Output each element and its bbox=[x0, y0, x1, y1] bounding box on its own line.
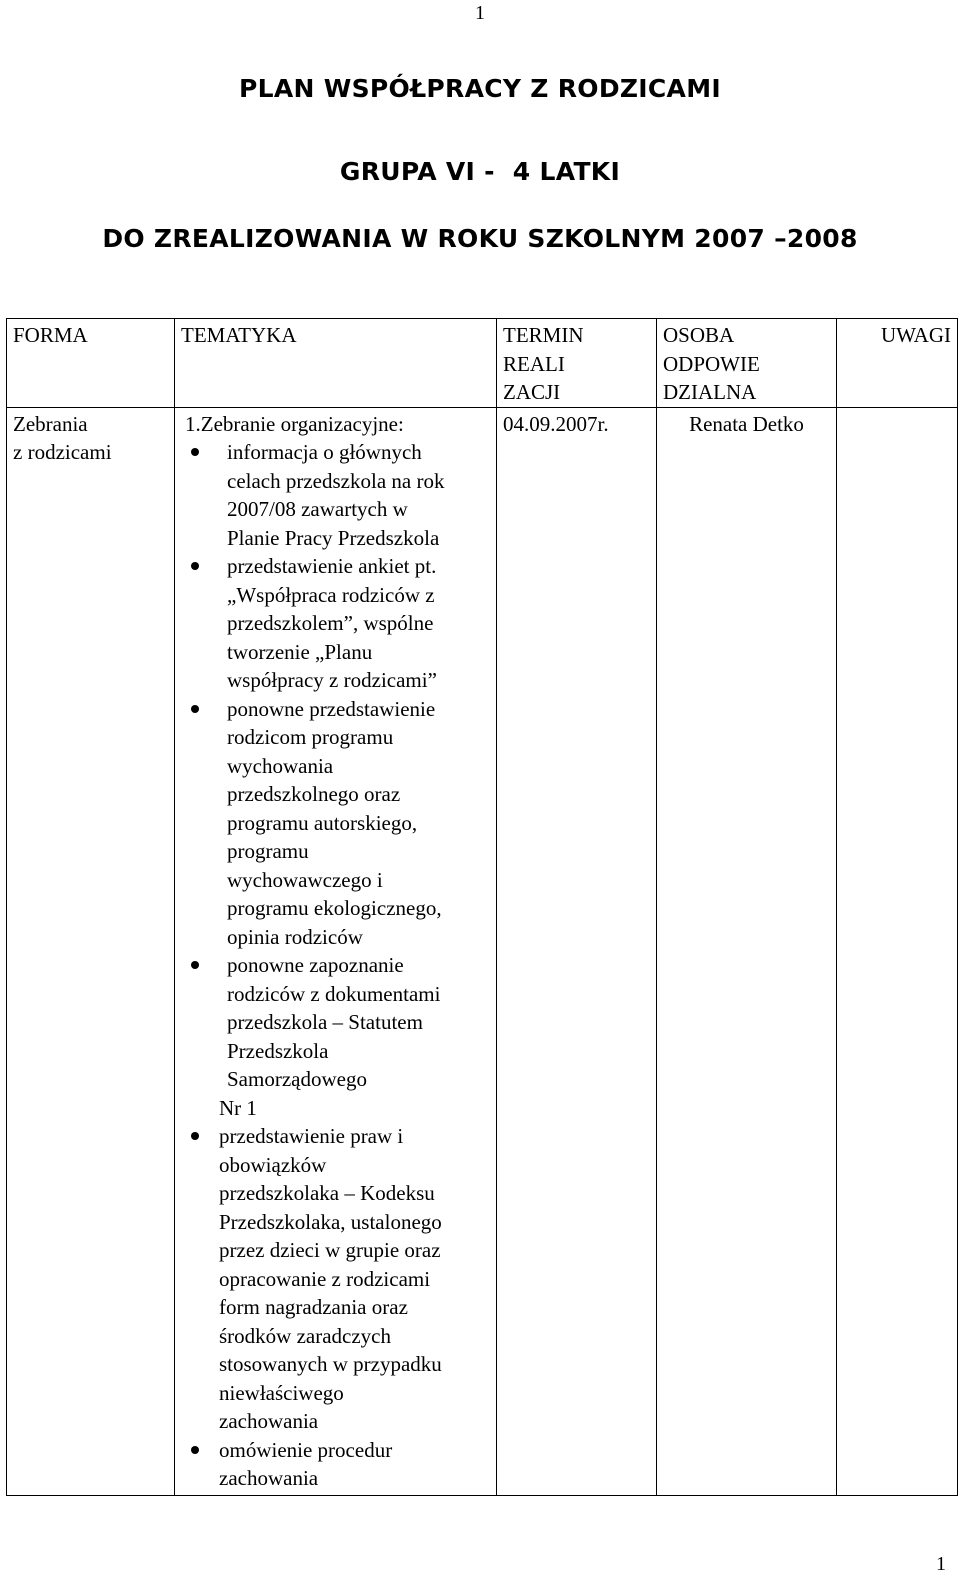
topic-line: form nagradzania oraz bbox=[219, 1295, 408, 1319]
topic-line: współpracy z rodzicami” bbox=[227, 668, 437, 692]
header-osoba-line: ODPOWIE bbox=[663, 351, 760, 376]
topic-line: zachowania bbox=[219, 1466, 319, 1490]
topic-list bbox=[181, 438, 490, 1493]
topic-line: ponowne przedstawienie bbox=[227, 696, 436, 721]
topic-line: informacja o głównych bbox=[227, 440, 422, 464]
header-forma: FORMA bbox=[7, 319, 175, 408]
topic-line: przedszkolnego oraz bbox=[227, 782, 401, 806]
topic-line: przedstawienie praw i bbox=[219, 1124, 404, 1148]
header-osoba-line: DZIALNA bbox=[663, 380, 757, 404]
list-item bbox=[181, 695, 488, 952]
topic-line: przedszkola – Statutem bbox=[227, 1010, 423, 1034]
table-header-row bbox=[7, 319, 958, 408]
nr-line: Nr 1 bbox=[219, 1095, 257, 1120]
topic-line: obowiązków bbox=[219, 1152, 327, 1177]
topic-line: „Współpraca rodziców z bbox=[227, 582, 435, 607]
header-termin-line: REALI bbox=[503, 351, 565, 376]
forma-line: z rodzicami bbox=[13, 440, 112, 464]
topic-line: opinia rodziców bbox=[227, 924, 363, 949]
topic-line: opracowanie z rodzicami bbox=[219, 1266, 431, 1291]
topic-line: stosowanych w przypadku bbox=[219, 1352, 442, 1376]
list-item bbox=[181, 552, 488, 695]
group-heading: GRUPA VI - 4 LATKI bbox=[339, 157, 621, 186]
list-item bbox=[181, 951, 488, 1122]
topic-line: programu ekologicznego, bbox=[227, 896, 442, 920]
forma-line: Zebrania bbox=[13, 411, 88, 436]
cell-uwagi bbox=[837, 407, 958, 1495]
cooperation-plan-table bbox=[6, 318, 958, 1496]
topic-line: środków zaradczych bbox=[219, 1323, 391, 1348]
topic-line: rodzicom programu bbox=[227, 725, 394, 749]
topic-line: rodziców z dokumentami bbox=[227, 981, 441, 1006]
page-number-bottom: 1 bbox=[936, 1553, 946, 1575]
topic-line: ponowne zapoznanie bbox=[227, 953, 404, 977]
topic-line: Planie Pracy Przedszkola bbox=[227, 525, 440, 550]
topic-line: przedszkolaka – Kodeksu bbox=[219, 1181, 435, 1205]
header-termin-line: ZACJI bbox=[503, 380, 561, 404]
topic-line: przez dzieci w grupie oraz bbox=[219, 1238, 441, 1262]
topic-line: wychowania bbox=[227, 753, 334, 778]
topic-line: celach przedszkola na rok bbox=[227, 468, 445, 493]
list-item bbox=[181, 438, 488, 552]
topic-line: Samorządowego bbox=[227, 1067, 367, 1091]
document-title: PLAN WSPÓŁPRACY Z RODZICAMI bbox=[238, 74, 721, 103]
topic-line: 2007/08 zawartych w bbox=[227, 497, 408, 521]
header-termin-line: TERMIN bbox=[503, 323, 584, 347]
header-osoba bbox=[657, 319, 837, 408]
topic-line: Przedszkolaka, ustalonego bbox=[219, 1209, 442, 1234]
header-osoba-line: OSOBA bbox=[663, 323, 735, 347]
header-termin bbox=[497, 319, 657, 408]
table-row bbox=[7, 407, 958, 1495]
topic-line: programu autorskiego, bbox=[227, 810, 418, 835]
topic-line: omówienie procedur bbox=[219, 1437, 393, 1462]
page-number-top: 1 bbox=[475, 2, 485, 24]
list-item bbox=[181, 1122, 488, 1436]
cell-tematyka bbox=[175, 407, 497, 1495]
cell-termin: 04.09.2007r. bbox=[497, 407, 657, 1495]
header-tematyka: TEMATYKA bbox=[175, 319, 497, 408]
topic-line: przedszkolem”, wspólne bbox=[227, 611, 434, 635]
topic-line: programu bbox=[227, 839, 309, 863]
topic-line: niewłaściwego bbox=[219, 1380, 344, 1405]
cell-osoba: Renata Detko bbox=[657, 407, 837, 1495]
header-uwagi: UWAGI bbox=[837, 319, 958, 408]
topic-line: tworzenie „Planu bbox=[227, 639, 373, 664]
list-item bbox=[181, 1436, 488, 1493]
topic-line: przedstawienie ankiet pt. bbox=[227, 554, 437, 578]
school-year-heading: DO ZREALIZOWANIA W ROKU SZKOLNYM 2007 –2008 bbox=[102, 224, 858, 253]
cell-forma bbox=[7, 407, 175, 1495]
topic-line: wychowawczego i bbox=[227, 867, 383, 892]
topic-line: Przedszkola bbox=[227, 1038, 329, 1063]
topic-line: zachowania bbox=[219, 1409, 319, 1433]
meeting-intro: 1.Zebranie organizacyjne: bbox=[185, 411, 404, 436]
